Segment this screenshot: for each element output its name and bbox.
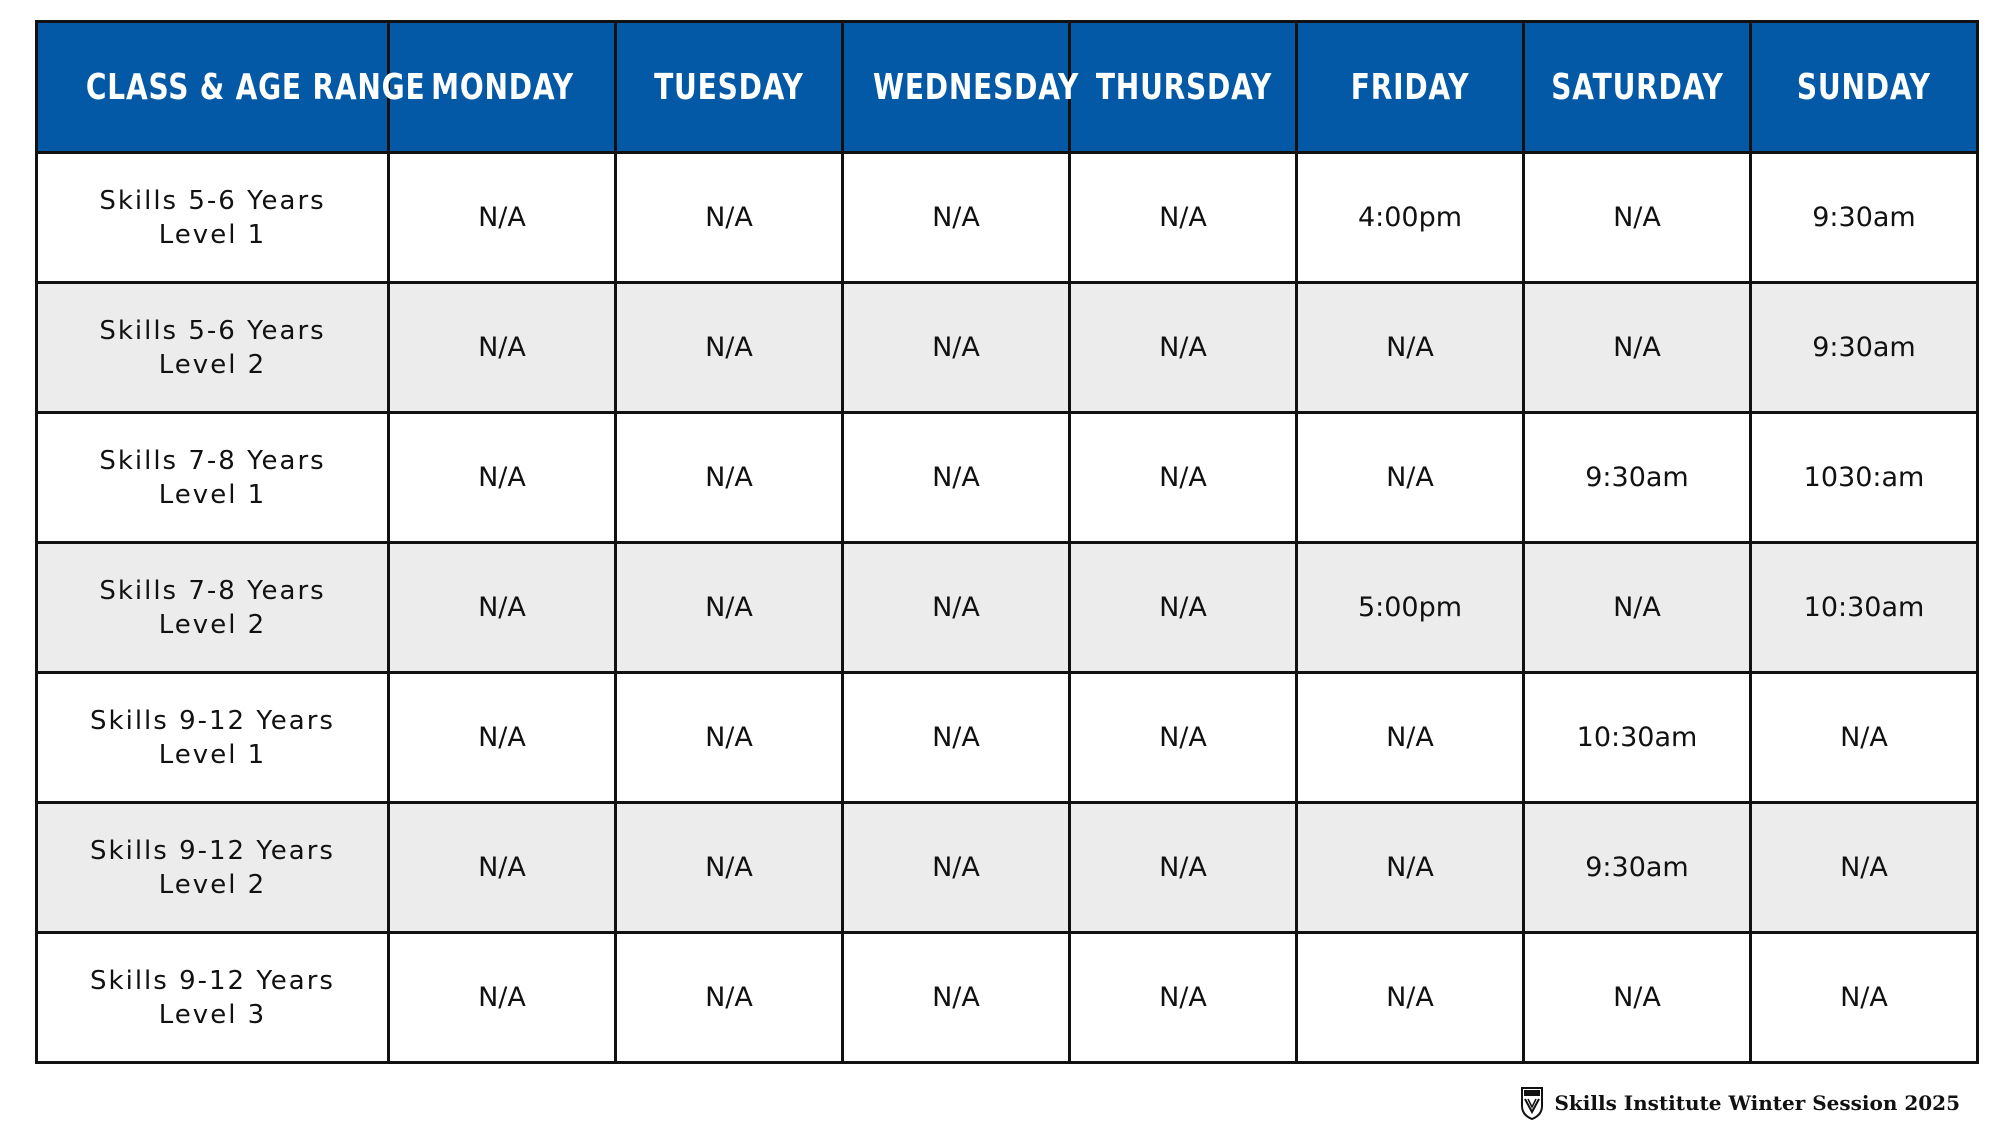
time-cell-friday: N/A — [1297, 673, 1524, 803]
time-cell-tuesday: N/A — [616, 543, 843, 673]
header-wednesday: WEDNESDAY — [843, 22, 1070, 153]
shield-logo-icon — [1520, 1086, 1544, 1120]
time-cell-wednesday: N/A — [843, 153, 1070, 283]
time-cell-wednesday: N/A — [843, 413, 1070, 543]
time-cell-tuesday: N/A — [616, 673, 843, 803]
time-cell-sunday: 1030:am — [1751, 413, 1978, 543]
class-cell: Skills 7-8 Years Level 2 — [37, 543, 389, 673]
time-cell-wednesday: N/A — [843, 803, 1070, 933]
time-cell-wednesday: N/A — [843, 283, 1070, 413]
header-tuesday: TUESDAY — [616, 22, 843, 153]
table-row — [37, 673, 1978, 803]
time-cell-thursday: N/A — [1070, 803, 1297, 933]
time-cell-saturday: 10:30am — [1524, 673, 1751, 803]
time-cell-friday: 4:00pm — [1297, 153, 1524, 283]
time-cell-monday: N/A — [389, 803, 616, 933]
header-thursday: THURSDAY — [1070, 22, 1297, 153]
header-friday: FRIDAY — [1297, 22, 1524, 153]
time-cell-saturday: N/A — [1524, 933, 1751, 1063]
class-cell: Skills 5-6 Years Level 1 — [37, 153, 389, 283]
table-row — [37, 283, 1978, 413]
schedule-table — [35, 20, 1979, 1064]
time-cell-friday: N/A — [1297, 803, 1524, 933]
time-cell-monday: N/A — [389, 543, 616, 673]
time-cell-friday: N/A — [1297, 283, 1524, 413]
time-cell-tuesday: N/A — [616, 803, 843, 933]
header-sunday: SUNDAY — [1751, 22, 1978, 153]
time-cell-sunday: N/A — [1751, 803, 1978, 933]
time-cell-sunday: N/A — [1751, 673, 1978, 803]
time-cell-monday: N/A — [389, 153, 616, 283]
time-cell-sunday: 10:30am — [1751, 543, 1978, 673]
table-row — [37, 413, 1978, 543]
time-cell-wednesday: N/A — [843, 673, 1070, 803]
time-cell-thursday: N/A — [1070, 543, 1297, 673]
table-row — [37, 153, 1978, 283]
time-cell-monday: N/A — [389, 933, 616, 1063]
time-cell-thursday: N/A — [1070, 283, 1297, 413]
time-cell-thursday: N/A — [1070, 413, 1297, 543]
time-cell-monday: N/A — [389, 673, 616, 803]
time-cell-tuesday: N/A — [616, 153, 843, 283]
table-row — [37, 803, 1978, 933]
class-cell: Skills 9-12 Years Level 3 — [37, 933, 389, 1063]
time-cell-tuesday: N/A — [616, 283, 843, 413]
header-saturday: SATURDAY — [1524, 22, 1751, 153]
class-cell: Skills 9-12 Years Level 1 — [37, 673, 389, 803]
time-cell-saturday: N/A — [1524, 283, 1751, 413]
time-cell-tuesday: N/A — [616, 413, 843, 543]
time-cell-friday: N/A — [1297, 933, 1524, 1063]
table-row — [37, 933, 1978, 1063]
class-cell: Skills 5-6 Years Level 2 — [37, 283, 389, 413]
footer — [1520, 1086, 1960, 1120]
class-cell: Skills 9-12 Years Level 2 — [37, 803, 389, 933]
header-monday: MONDAY — [389, 22, 616, 153]
time-cell-saturday: N/A — [1524, 153, 1751, 283]
class-cell: Skills 7-8 Years Level 1 — [37, 413, 389, 543]
header-row — [37, 22, 1978, 153]
time-cell-saturday: 9:30am — [1524, 803, 1751, 933]
time-cell-thursday: N/A — [1070, 153, 1297, 283]
time-cell-saturday: 9:30am — [1524, 413, 1751, 543]
time-cell-wednesday: N/A — [843, 933, 1070, 1063]
time-cell-tuesday: N/A — [616, 933, 843, 1063]
time-cell-saturday: N/A — [1524, 543, 1751, 673]
table-row — [37, 543, 1978, 673]
time-cell-monday: N/A — [389, 283, 616, 413]
footer-title: Skills Institute Winter Session 2025 — [1554, 1091, 1960, 1115]
time-cell-sunday: 9:30am — [1751, 283, 1978, 413]
header-class-age-range: CLASS & AGE RANGE — [37, 22, 389, 153]
time-cell-thursday: N/A — [1070, 933, 1297, 1063]
time-cell-monday: N/A — [389, 413, 616, 543]
time-cell-wednesday: N/A — [843, 543, 1070, 673]
time-cell-thursday: N/A — [1070, 673, 1297, 803]
time-cell-friday: N/A — [1297, 413, 1524, 543]
time-cell-sunday: 9:30am — [1751, 153, 1978, 283]
time-cell-friday: 5:00pm — [1297, 543, 1524, 673]
time-cell-sunday: N/A — [1751, 933, 1978, 1063]
